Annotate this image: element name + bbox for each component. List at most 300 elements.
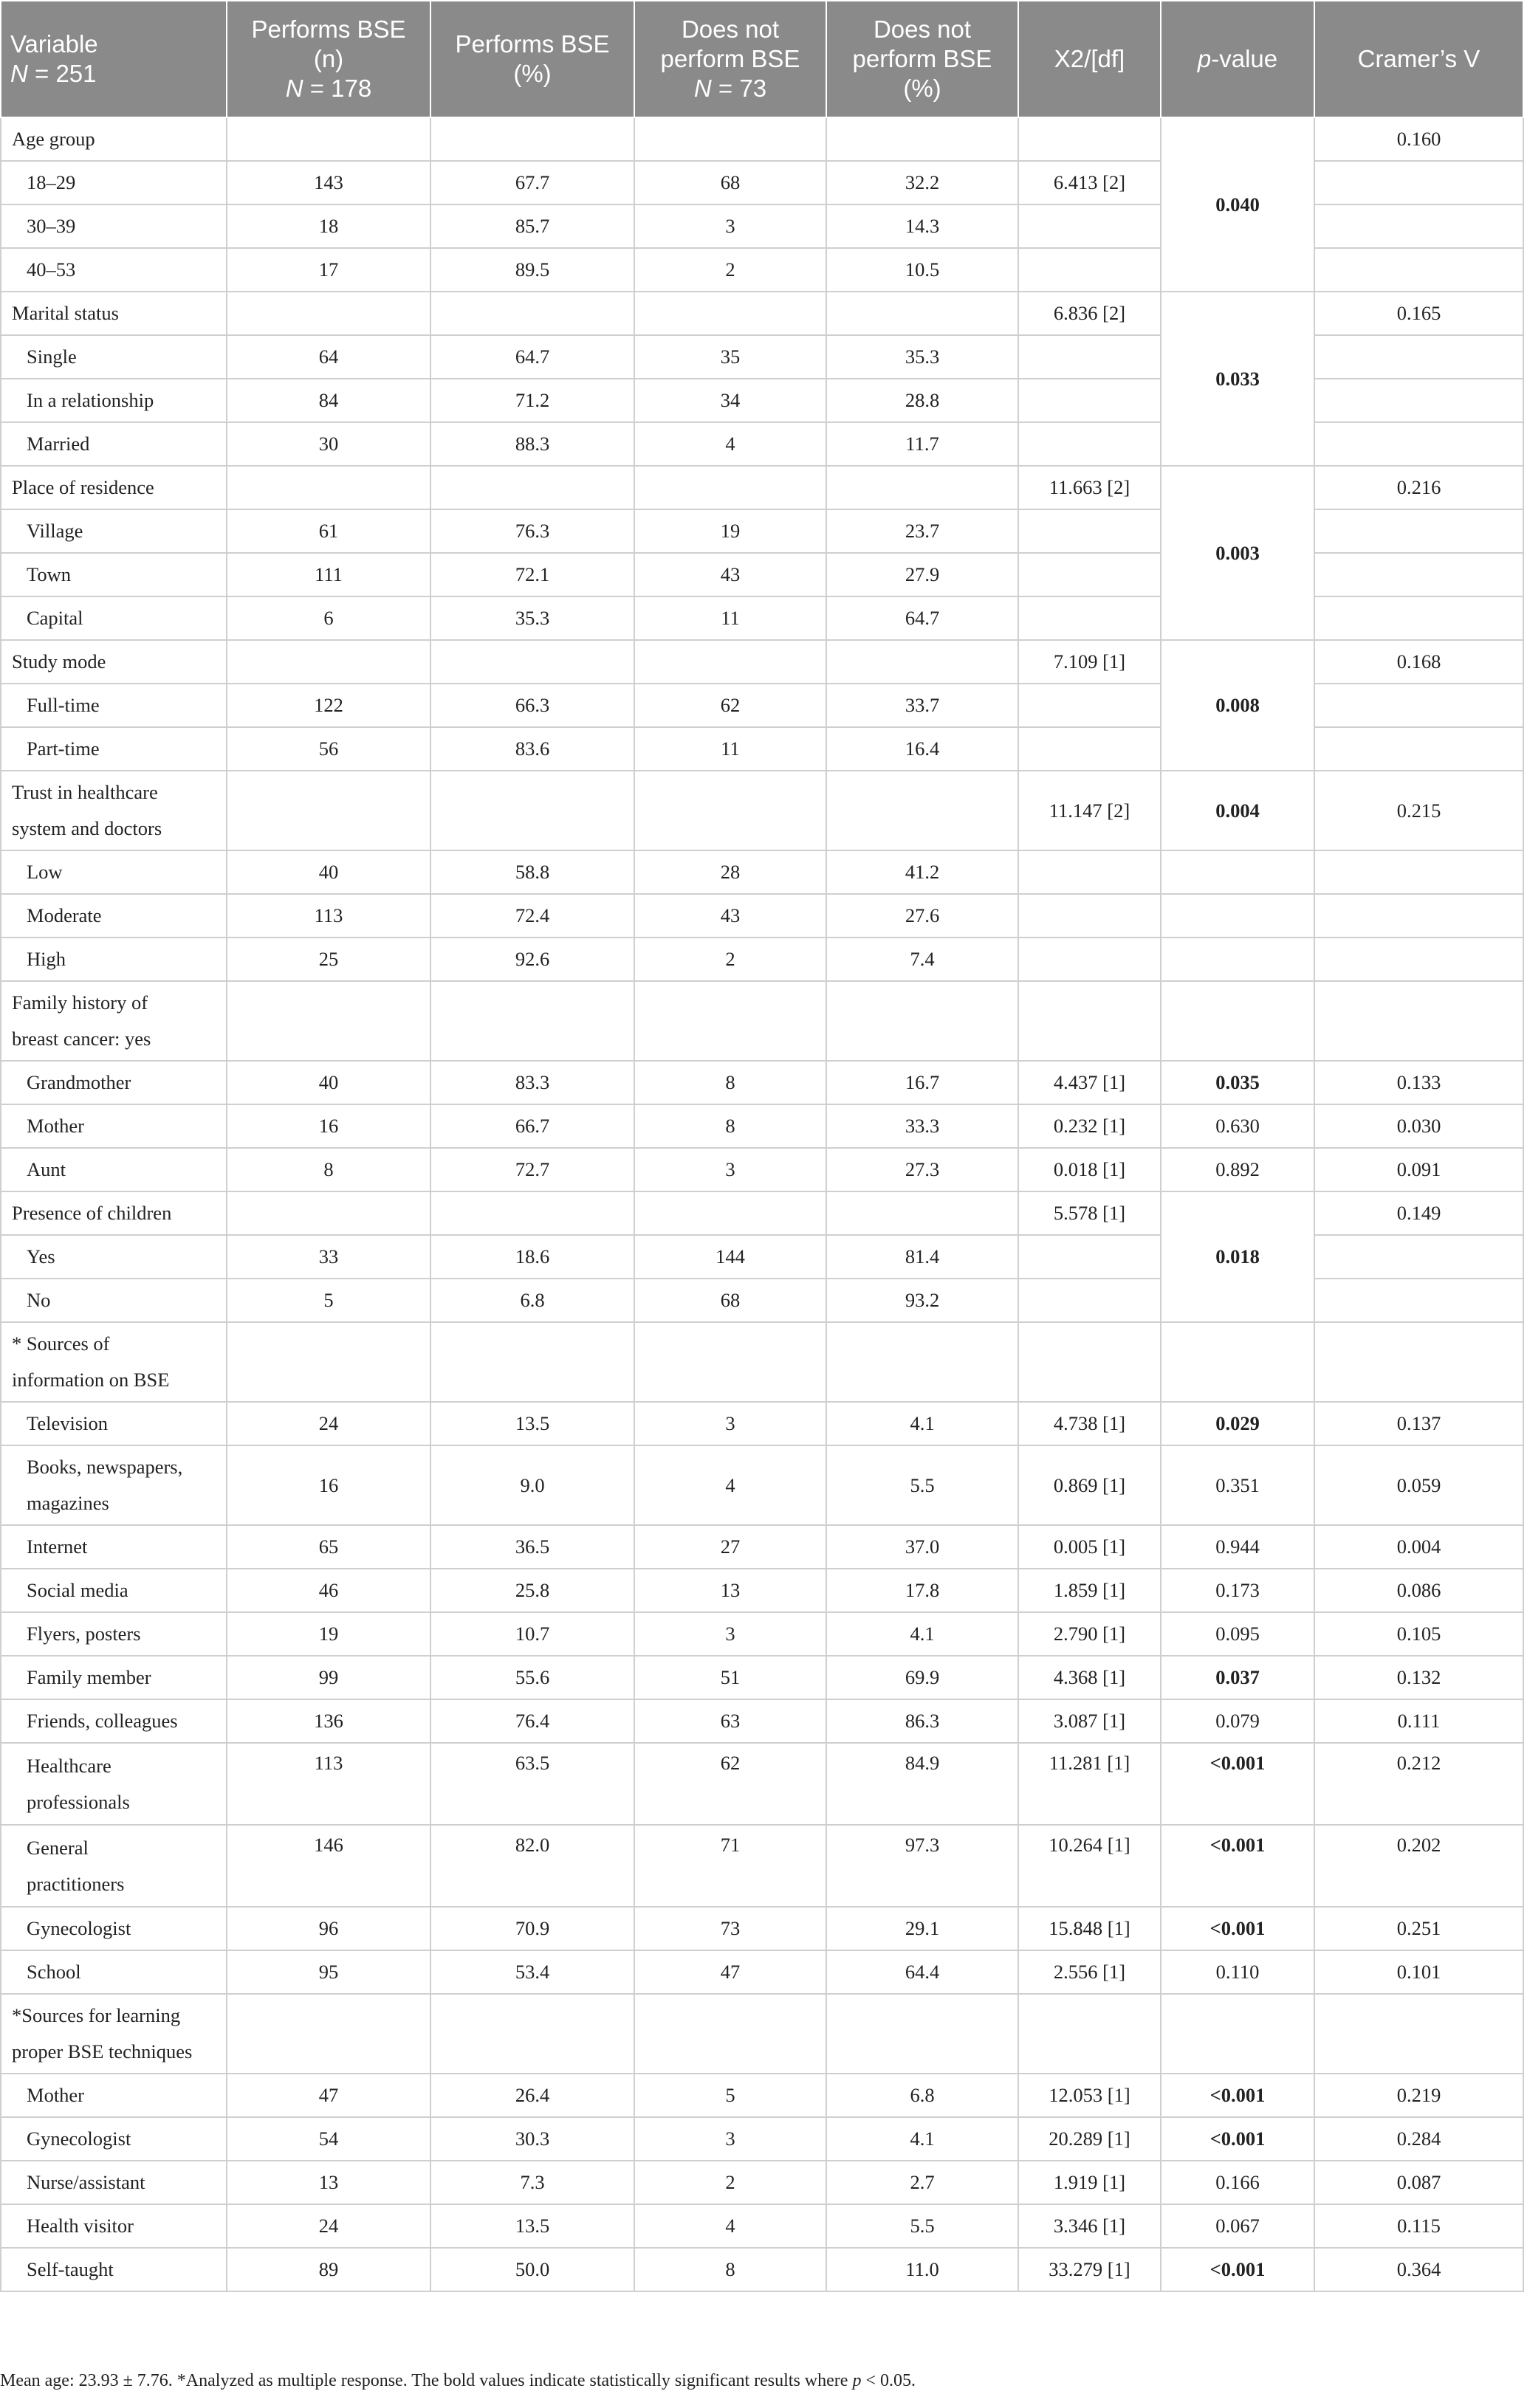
table-row — [1, 1950, 1523, 1994]
p-value-cell: 0.110 — [1161, 1950, 1314, 1994]
row-label: Town — [1, 553, 227, 596]
table-row — [1, 1825, 1523, 1907]
cell: 11.281 [1] — [1018, 1743, 1161, 1825]
row-label: Village — [1, 509, 227, 553]
cell: 6.8 — [430, 1279, 634, 1322]
cell: 25 — [227, 938, 430, 981]
p-value-cell: 0.003 — [1161, 466, 1314, 640]
cell: 0.869 [1] — [1018, 1445, 1161, 1525]
cell: 4.738 [1] — [1018, 1402, 1161, 1445]
p-value-cell: 0.173 — [1161, 1569, 1314, 1612]
row-label: Moderate — [1, 894, 227, 938]
p-value-cell: 0.018 — [1161, 1191, 1314, 1322]
table-body — [1, 117, 1523, 2291]
p-value-cell: 0.029 — [1161, 1402, 1314, 1445]
header-p-value: p-value — [1161, 1, 1314, 117]
cell: 16.7 — [826, 1061, 1018, 1104]
p-value-cell: 0.035 — [1161, 1061, 1314, 1104]
cell: 83.6 — [430, 727, 634, 771]
table-row — [1, 1061, 1523, 1104]
header-not-perform-n: Does not perform BSE N = 73 — [634, 1, 826, 117]
row-label: Trust in healthcare system and doctors — [1, 771, 227, 850]
cell: 72.4 — [430, 894, 634, 938]
cell: 11.147 [2] — [1018, 771, 1161, 850]
cell: 68 — [634, 1279, 826, 1322]
cell: 63 — [634, 1699, 826, 1743]
cell: 3 — [634, 1148, 826, 1191]
cell: 8 — [634, 2248, 826, 2291]
cell: 113 — [227, 894, 430, 938]
cell: 14.3 — [826, 204, 1018, 248]
row-label: Self-taught — [1, 2248, 227, 2291]
cell: 11.0 — [826, 2248, 1018, 2291]
cell: 5 — [634, 2074, 826, 2117]
cell: 8 — [227, 1148, 430, 1191]
cell: 40 — [227, 1061, 430, 1104]
cell: 7.4 — [826, 938, 1018, 981]
cramers-v-cell: 0.202 — [1314, 1825, 1523, 1907]
cell: 47 — [227, 2074, 430, 2117]
cell: 17 — [227, 248, 430, 292]
table-row — [1, 938, 1523, 981]
cell: 35.3 — [826, 335, 1018, 379]
cell: 7.3 — [430, 2161, 634, 2204]
p-value-cell: 0.351 — [1161, 1445, 1314, 1525]
cell: 36.5 — [430, 1525, 634, 1569]
cell: 4.1 — [826, 1402, 1018, 1445]
row-label: Nurse/assistant — [1, 2161, 227, 2204]
table-row — [1, 1104, 1523, 1148]
cell: 5.5 — [826, 2204, 1018, 2248]
row-label: Low — [1, 850, 227, 894]
p-value-cell: 0.892 — [1161, 1148, 1314, 1191]
cell: 13 — [227, 2161, 430, 2204]
cell: 143 — [227, 161, 430, 204]
cell: 6.836 [2] — [1018, 292, 1161, 335]
cell: 20.289 [1] — [1018, 2117, 1161, 2161]
cell: 33.7 — [826, 684, 1018, 727]
cell: 3.087 [1] — [1018, 1699, 1161, 1743]
cell: 11 — [634, 596, 826, 640]
row-label: Married — [1, 422, 227, 466]
cramers-v-cell: 0.059 — [1314, 1445, 1523, 1525]
cell: 19 — [634, 509, 826, 553]
row-label: Healthcare professionals — [1, 1743, 227, 1825]
p-value-cell: 0.033 — [1161, 292, 1314, 466]
p-value-cell: <0.001 — [1161, 2074, 1314, 2117]
cell: 71.2 — [430, 379, 634, 422]
table-header — [1, 1, 1523, 117]
cell: 1.859 [1] — [1018, 1569, 1161, 1612]
cell: 5.578 [1] — [1018, 1191, 1161, 1235]
table-row — [1, 1907, 1523, 1950]
table-row — [1, 2204, 1523, 2248]
cell: 46 — [227, 1569, 430, 1612]
cramers-v-cell: 0.091 — [1314, 1148, 1523, 1191]
cell: 136 — [227, 1699, 430, 1743]
table-row — [1, 771, 1523, 850]
row-label: Social media — [1, 1569, 227, 1612]
row-label: Family history of breast cancer: yes — [1, 981, 227, 1061]
cell: 4.437 [1] — [1018, 1061, 1161, 1104]
cell: 43 — [634, 553, 826, 596]
row-label: Television — [1, 1402, 227, 1445]
cell: 11.663 [2] — [1018, 466, 1161, 509]
p-value-cell: 0.004 — [1161, 771, 1314, 850]
cell: 113 — [227, 1743, 430, 1825]
cell: 11 — [634, 727, 826, 771]
cell: 88.3 — [430, 422, 634, 466]
p-value-cell: 0.008 — [1161, 640, 1314, 771]
row-label: No — [1, 1279, 227, 1322]
table-row — [1, 1699, 1523, 1743]
header-cramers-v: Cramer’s V — [1314, 1, 1523, 117]
cell: 96 — [227, 1907, 430, 1950]
cell: 64.7 — [826, 596, 1018, 640]
table-row — [1, 2117, 1523, 2161]
cell: 2 — [634, 938, 826, 981]
cell: 89.5 — [430, 248, 634, 292]
cell: 95 — [227, 1950, 430, 1994]
cell: 16 — [227, 1104, 430, 1148]
p-value-cell: 0.079 — [1161, 1699, 1314, 1743]
row-label: Family member — [1, 1656, 227, 1699]
cell: 3 — [634, 1402, 826, 1445]
cell: 73 — [634, 1907, 826, 1950]
cell: 1.919 [1] — [1018, 2161, 1161, 2204]
cell: 12.053 [1] — [1018, 2074, 1161, 2117]
cell: 26.4 — [430, 2074, 634, 2117]
cell: 7.109 [1] — [1018, 640, 1161, 684]
cramers-v-cell: 0.111 — [1314, 1699, 1523, 1743]
cell: 9.0 — [430, 1445, 634, 1525]
cell: 83.3 — [430, 1061, 634, 1104]
cell: 11.7 — [826, 422, 1018, 466]
cramers-v-cell: 0.284 — [1314, 2117, 1523, 2161]
cell: 16.4 — [826, 727, 1018, 771]
cell: 66.3 — [430, 684, 634, 727]
cell: 0.018 [1] — [1018, 1148, 1161, 1191]
cramers-v-cell: 0.216 — [1314, 466, 1523, 509]
cell: 30.3 — [430, 2117, 634, 2161]
row-label: Single — [1, 335, 227, 379]
cell: 6.8 — [826, 2074, 1018, 2117]
cell: 56 — [227, 727, 430, 771]
cramers-v-cell: 0.160 — [1314, 117, 1523, 161]
p-value-cell: <0.001 — [1161, 1907, 1314, 1950]
cell: 53.4 — [430, 1950, 634, 1994]
row-label: Mother — [1, 1104, 227, 1148]
cell: 37.0 — [826, 1525, 1018, 1569]
cell: 72.7 — [430, 1148, 634, 1191]
row-label: Internet — [1, 1525, 227, 1569]
cell: 84 — [227, 379, 430, 422]
cell: 72.1 — [430, 553, 634, 596]
row-label: *Sources for learning proper BSE techniques — [1, 1994, 227, 2074]
header-performs-pct: Performs BSE (%) — [430, 1, 634, 117]
cell: 97.3 — [826, 1825, 1018, 1907]
row-label: General practitioners — [1, 1825, 227, 1907]
p-value-cell: 0.040 — [1161, 117, 1314, 292]
row-label: Place of residence — [1, 466, 227, 509]
cell: 84.9 — [826, 1743, 1018, 1825]
header-chi-square: X2/[df] — [1018, 1, 1161, 117]
cell: 4 — [634, 1445, 826, 1525]
cramers-v-cell: 0.132 — [1314, 1656, 1523, 1699]
table-row — [1, 1148, 1523, 1191]
table-row — [1, 640, 1523, 684]
cell: 2.556 [1] — [1018, 1950, 1161, 1994]
table-row — [1, 1525, 1523, 1569]
table-row — [1, 1743, 1523, 1825]
table-row — [1, 850, 1523, 894]
row-label: Yes — [1, 1235, 227, 1279]
table-row — [1, 1445, 1523, 1525]
table-row — [1, 2161, 1523, 2204]
cell: 33.3 — [826, 1104, 1018, 1148]
row-label: Gynecologist — [1, 1907, 227, 1950]
cell: 2 — [634, 248, 826, 292]
cell: 68 — [634, 161, 826, 204]
row-label: School — [1, 1950, 227, 1994]
cell: 8 — [634, 1104, 826, 1148]
cell: 27.3 — [826, 1148, 1018, 1191]
cell: 28 — [634, 850, 826, 894]
cell: 2 — [634, 2161, 826, 2204]
cell: 3 — [634, 2117, 826, 2161]
table-row — [1, 1656, 1523, 1699]
cell: 62 — [634, 684, 826, 727]
cell: 89 — [227, 2248, 430, 2291]
cramers-v-cell: 0.165 — [1314, 292, 1523, 335]
row-label: Age group — [1, 117, 227, 161]
row-label: Grandmother — [1, 1061, 227, 1104]
cell: 58.8 — [430, 850, 634, 894]
cell: 64.7 — [430, 335, 634, 379]
cramers-v-cell: 0.219 — [1314, 2074, 1523, 2117]
cell: 27.6 — [826, 894, 1018, 938]
cell: 13 — [634, 1569, 826, 1612]
cramers-v-cell: 0.004 — [1314, 1525, 1523, 1569]
cell: 3 — [634, 204, 826, 248]
cramers-v-cell: 0.251 — [1314, 1907, 1523, 1950]
cell: 62 — [634, 1743, 826, 1825]
cell: 122 — [227, 684, 430, 727]
row-label: 18–29 — [1, 161, 227, 204]
cell: 65 — [227, 1525, 430, 1569]
cell: 99 — [227, 1656, 430, 1699]
row-label: In a relationship — [1, 379, 227, 422]
row-label: Mother — [1, 2074, 227, 2117]
p-value-cell: 0.095 — [1161, 1612, 1314, 1656]
cell: 54 — [227, 2117, 430, 2161]
row-label: High — [1, 938, 227, 981]
cell: 29.1 — [826, 1907, 1018, 1950]
cramers-v-cell: 0.086 — [1314, 1569, 1523, 1612]
cell: 81.4 — [826, 1235, 1018, 1279]
table-row — [1, 466, 1523, 509]
cell: 23.7 — [826, 509, 1018, 553]
cell: 33.279 [1] — [1018, 2248, 1161, 2291]
cramers-v-cell: 0.149 — [1314, 1191, 1523, 1235]
cell: 66.7 — [430, 1104, 634, 1148]
row-label: Part-time — [1, 727, 227, 771]
header-not-perform-pct: Does not perform BSE (%) — [826, 1, 1018, 117]
cell: 47 — [634, 1950, 826, 1994]
cell: 0.005 [1] — [1018, 1525, 1161, 1569]
table-row — [1, 117, 1523, 161]
cell: 41.2 — [826, 850, 1018, 894]
cell: 18 — [227, 204, 430, 248]
cell: 24 — [227, 1402, 430, 1445]
cell: 0.232 [1] — [1018, 1104, 1161, 1148]
cell: 5.5 — [826, 1445, 1018, 1525]
cell: 2.790 [1] — [1018, 1612, 1161, 1656]
cell: 16 — [227, 1445, 430, 1525]
cell: 76.3 — [430, 509, 634, 553]
table-footnote: Mean age: 23.93 ± 7.76. *Analyzed as multiple response. The bold values indicate statistically significant results where p < 0.05. — [0, 2371, 916, 2390]
table-row — [1, 1612, 1523, 1656]
cell: 4.1 — [826, 2117, 1018, 2161]
row-label: Full-time — [1, 684, 227, 727]
cell: 92.6 — [430, 938, 634, 981]
cell: 3.346 [1] — [1018, 2204, 1161, 2248]
row-label: Flyers, posters — [1, 1612, 227, 1656]
cell: 4 — [634, 422, 826, 466]
p-value-cell: <0.001 — [1161, 1825, 1314, 1907]
cell: 15.848 [1] — [1018, 1907, 1161, 1950]
cell: 4.368 [1] — [1018, 1656, 1161, 1699]
cell: 34 — [634, 379, 826, 422]
cell: 50.0 — [430, 2248, 634, 2291]
cell: 8 — [634, 1061, 826, 1104]
p-value-cell: <0.001 — [1161, 2248, 1314, 2291]
cramers-v-cell: 0.101 — [1314, 1950, 1523, 1994]
cell: 64 — [227, 335, 430, 379]
cell: 93.2 — [826, 1279, 1018, 1322]
cramers-v-cell: 0.115 — [1314, 2204, 1523, 2248]
cell: 17.8 — [826, 1569, 1018, 1612]
cell: 4 — [634, 2204, 826, 2248]
p-value-cell: <0.001 — [1161, 2117, 1314, 2161]
row-label: Capital — [1, 596, 227, 640]
p-value-cell: 0.630 — [1161, 1104, 1314, 1148]
table-row — [1, 1402, 1523, 1445]
table-row — [1, 1569, 1523, 1612]
cell: 86.3 — [826, 1699, 1018, 1743]
cell: 51 — [634, 1656, 826, 1699]
cell: 18.6 — [430, 1235, 634, 1279]
cell: 76.4 — [430, 1699, 634, 1743]
cell: 13.5 — [430, 1402, 634, 1445]
row-label: Presence of children — [1, 1191, 227, 1235]
cell: 35.3 — [430, 596, 634, 640]
cell: 10.264 [1] — [1018, 1825, 1161, 1907]
cramers-v-cell: 0.137 — [1314, 1402, 1523, 1445]
cell: 67.7 — [430, 161, 634, 204]
cell: 144 — [634, 1235, 826, 1279]
cell: 25.8 — [430, 1569, 634, 1612]
cell: 71 — [634, 1825, 826, 1907]
cell: 33 — [227, 1235, 430, 1279]
cramers-v-cell: 0.133 — [1314, 1061, 1523, 1104]
cell: 69.9 — [826, 1656, 1018, 1699]
cell: 27.9 — [826, 553, 1018, 596]
cell: 61 — [227, 509, 430, 553]
row-label: Friends, colleagues — [1, 1699, 227, 1743]
row-label: Aunt — [1, 1148, 227, 1191]
table-row — [1, 894, 1523, 938]
cramers-v-cell: 0.215 — [1314, 771, 1523, 850]
cell: 32.2 — [826, 161, 1018, 204]
table-row — [1, 1191, 1523, 1235]
table-row — [1, 1994, 1523, 2074]
cell: 35 — [634, 335, 826, 379]
row-label: Marital status — [1, 292, 227, 335]
cell: 146 — [227, 1825, 430, 1907]
table-row — [1, 292, 1523, 335]
cell: 85.7 — [430, 204, 634, 248]
cell: 10.5 — [826, 248, 1018, 292]
cell: 2.7 — [826, 2161, 1018, 2204]
row-label: Health visitor — [1, 2204, 227, 2248]
table-row — [1, 981, 1523, 1061]
cell: 28.8 — [826, 379, 1018, 422]
cell: 40 — [227, 850, 430, 894]
row-label: Books, newspapers, magazines — [1, 1445, 227, 1525]
p-value-cell: 0.037 — [1161, 1656, 1314, 1699]
cell: 43 — [634, 894, 826, 938]
cell: 4.1 — [826, 1612, 1018, 1656]
cell: 55.6 — [430, 1656, 634, 1699]
cramers-v-cell: 0.087 — [1314, 2161, 1523, 2204]
header-performs-n: Performs BSE (n) N = 178 — [227, 1, 430, 117]
cell: 6.413 [2] — [1018, 161, 1161, 204]
cramers-v-cell: 0.364 — [1314, 2248, 1523, 2291]
row-label: Study mode — [1, 640, 227, 684]
cramers-v-cell: 0.168 — [1314, 640, 1523, 684]
cramers-v-cell: 0.105 — [1314, 1612, 1523, 1656]
row-label: 40–53 — [1, 248, 227, 292]
cell: 19 — [227, 1612, 430, 1656]
cramers-v-cell: 0.212 — [1314, 1743, 1523, 1825]
cell: 111 — [227, 553, 430, 596]
cell: 27 — [634, 1525, 826, 1569]
row-label: Gynecologist — [1, 2117, 227, 2161]
cell: 64.4 — [826, 1950, 1018, 1994]
cell: 63.5 — [430, 1743, 634, 1825]
cramers-v-cell: 0.030 — [1314, 1104, 1523, 1148]
p-value-cell: 0.067 — [1161, 2204, 1314, 2248]
cell: 70.9 — [430, 1907, 634, 1950]
table-row — [1, 2074, 1523, 2117]
header-variable: Variable N = 251 — [1, 1, 227, 117]
cell: 5 — [227, 1279, 430, 1322]
row-label: * Sources of information on BSE — [1, 1322, 227, 1402]
table-row — [1, 2248, 1523, 2291]
cell: 3 — [634, 1612, 826, 1656]
p-value-cell: 0.166 — [1161, 2161, 1314, 2204]
cell: 30 — [227, 422, 430, 466]
p-value-cell: <0.001 — [1161, 1743, 1314, 1825]
cell: 6 — [227, 596, 430, 640]
row-label: 30–39 — [1, 204, 227, 248]
table-row — [1, 1322, 1523, 1402]
cell: 13.5 — [430, 2204, 634, 2248]
cell: 82.0 — [430, 1825, 634, 1907]
p-value-cell: 0.944 — [1161, 1525, 1314, 1569]
cell: 10.7 — [430, 1612, 634, 1656]
